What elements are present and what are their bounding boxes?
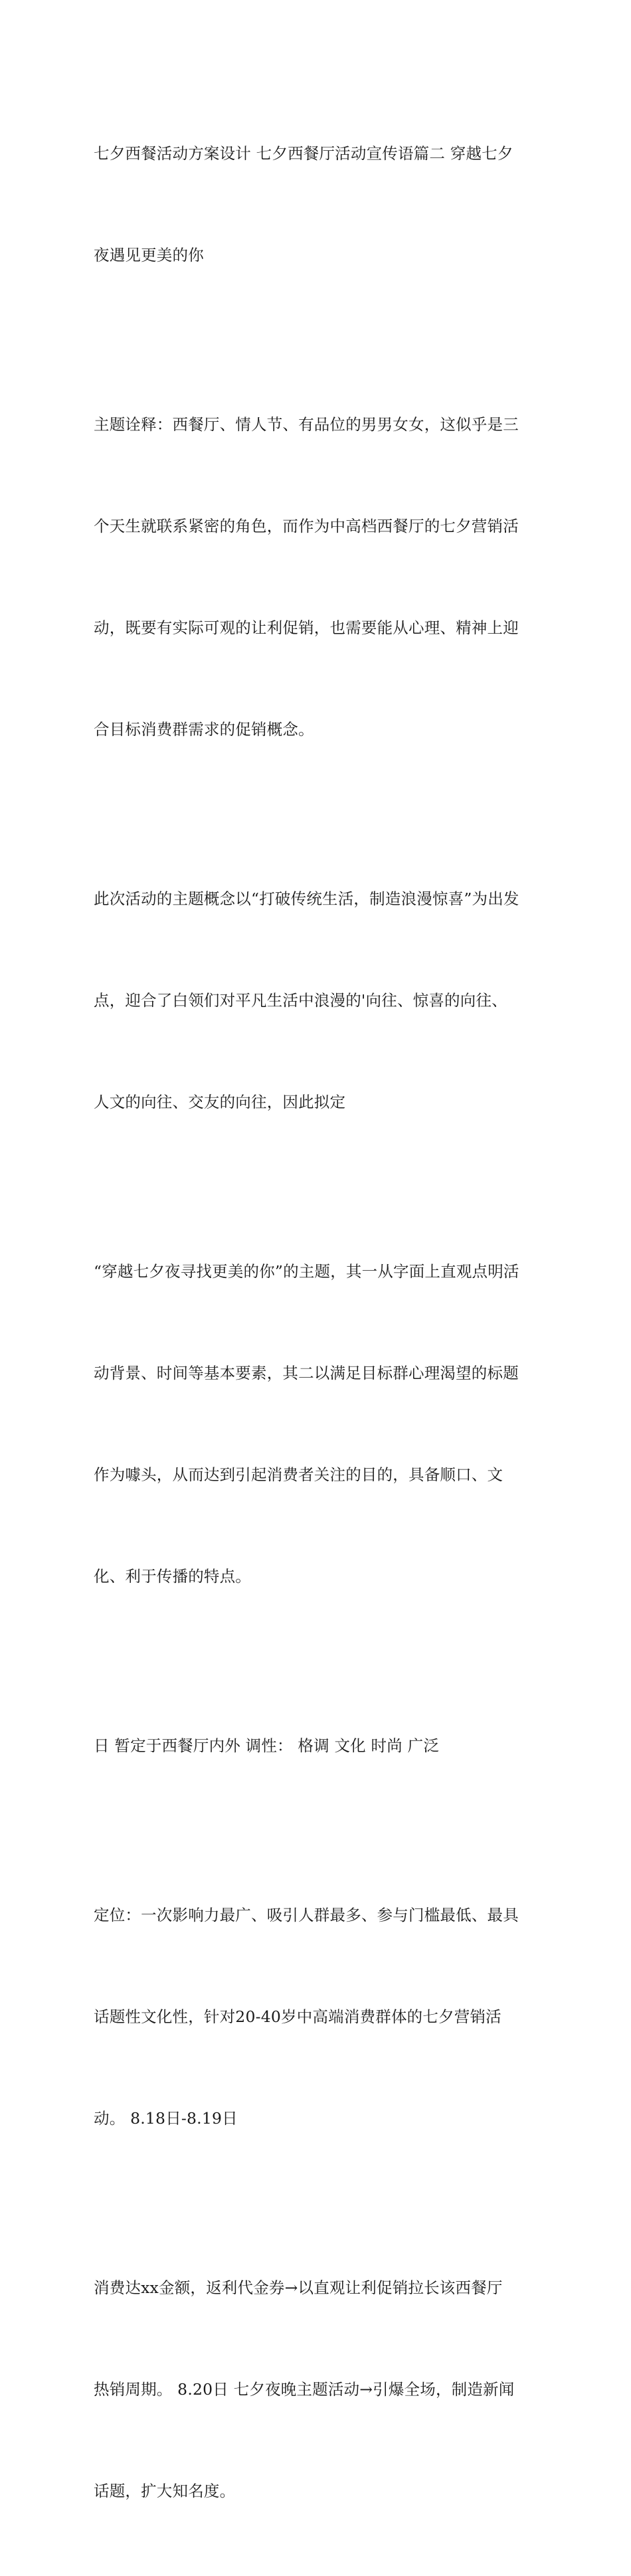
text-line: 化、利于传播的特点。 [94, 1567, 251, 1586]
paragraph-theme-concept [94, 814, 545, 1187]
text-line: 话题性文化性，针对20-40岁中高端消费群体的七夕营销活 [94, 2007, 501, 2026]
text-line: 作为噱头，从而达到引起消费者关注的目的，具备顺口、文 [94, 1465, 503, 1484]
text-line: 话题，扩大知名度。 [94, 2482, 236, 2500]
text-line: 点，迎合了白领们对平凡生活中浪漫的'向往、惊喜的向往、 [94, 991, 507, 1010]
text-line: 动背景、时间等基本要素，其二以满足目标群心理渴望的标题 [94, 1364, 519, 1382]
paragraph-venue-tone [94, 1661, 545, 1831]
text-line: 热销周期。 8.20日 七夕夜晚主题活动→引爆全场，制造新闻 [94, 2380, 515, 2399]
text-line: 日 暂定于西餐厅内外 调性： 格调 文化 时尚 广泛 [94, 1736, 440, 1755]
text-line: 消费达xx金额，返利代金券→以直观让利促销拉长该西餐厅 [94, 2278, 503, 2297]
text-line: 动，既要有实际可观的让利促销，也需要能从心理、精神上迎 [94, 618, 519, 637]
text-line: 定位：一次影响力最广、吸引人群最多、参与门槛最低、最具 [94, 1906, 519, 1924]
text-line: 主题诠释：西餐厅、情人节、有品位的男男女女，这似乎是三 [94, 415, 519, 434]
document-body [94, 69, 545, 2576]
text-line: 夜遇见更美的你 [94, 246, 204, 264]
paragraph-positioning [94, 1831, 545, 2203]
paragraph-theme-explanation [94, 340, 545, 814]
text-line: 合目标消费群需求的促销概念。 [94, 720, 314, 739]
paragraph-theme-title [94, 1187, 545, 1661]
paragraph-schedule [94, 2203, 545, 2576]
text-line: 七夕西餐活动方案设计 七夕西餐厅活动宣传语篇二 穿越七夕 [94, 144, 513, 163]
text-line: 动。 8.18日-8.19日 [94, 2109, 238, 2128]
text-line: “穿越七夕夜寻找更美的你”的主题，其一从字面上直观点明活 [94, 1262, 519, 1281]
text-line: 此次活动的主题概念以“打破传统生活，制造浪漫惊喜”为出发 [94, 889, 519, 908]
paragraph-title [94, 69, 545, 340]
text-line: 人文的向往、交友的向往，因此拟定 [94, 1093, 346, 1111]
text-line: 个天生就联系紧密的角色，而作为中高档西餐厅的七夕营销活 [94, 517, 519, 535]
